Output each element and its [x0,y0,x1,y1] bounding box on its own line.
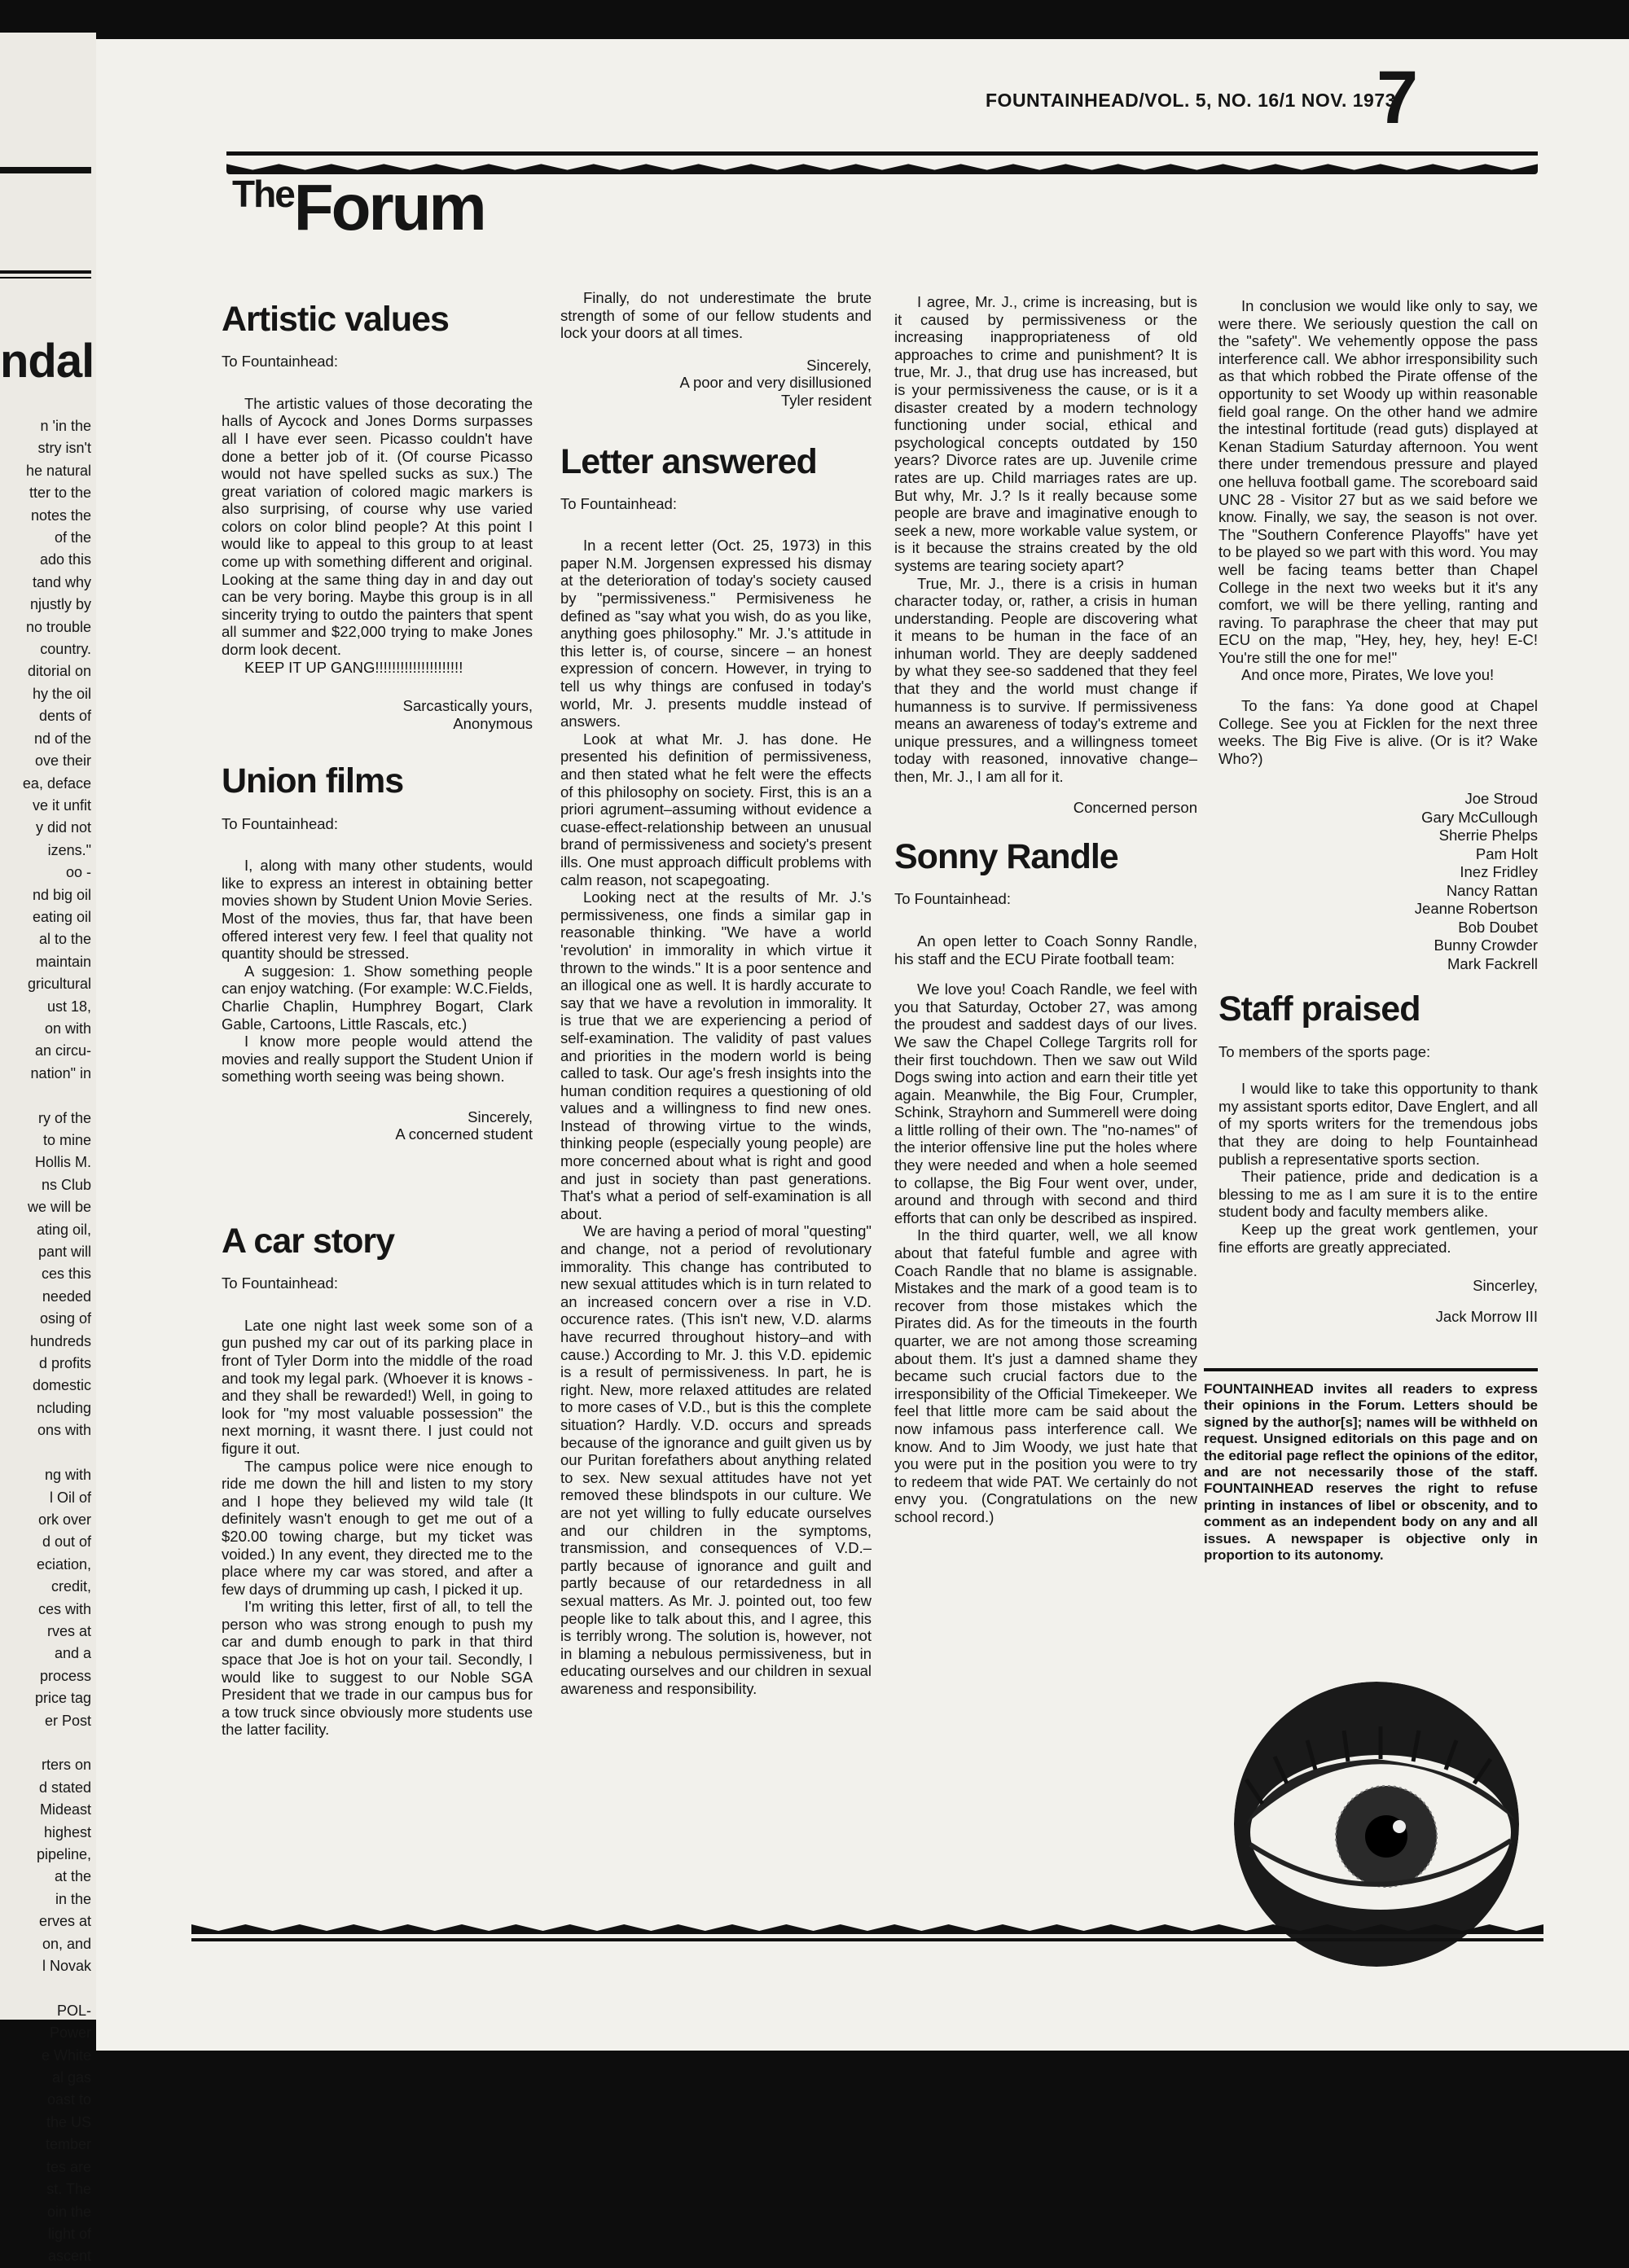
left-page-line: nation" in [30,1064,91,1081]
left-page-line: d stated [38,1779,91,1796]
signer-name: Bunny Crowder [1434,937,1538,954]
left-page-line: ns Club [41,1176,91,1193]
left-page-line: dents of [38,708,91,725]
left-page-line: ascent [47,2248,91,2265]
left-page-line: ado this [39,551,91,568]
left-page-line: pipeline, [36,1846,91,1862]
union-films-salutation: To Fountainhead: [222,814,338,832]
letter-answered-signature: Concerned person [1073,798,1197,816]
left-page-line: of the [54,529,91,546]
letter-answered-paragraph: We are having a period of moral "questing" and change, not a period of revolutionary immorality. This change has contributed to new sexual attitudes which is in turn related to an increased concern over a rise in V.D. occurence rates. (This isn't new, V.D. alarms have recurred throughout history–and with cause.) According to Mr. J. this V.D. epidemic is a result of permissiveness. In part, he is right. New, more relaxed attitudes are related to more cases of V.D., but is this the complete situation? Hardly. V.D. occurs and spreads because of the ignorance and guilt given us by our Puritan forefathers about anything related to sex. New sexual attitudes have not yet removed these blindspots in our culture. We are not yet willing to fully educate ourselves and our children in the symptoms, transmission, and consequences of V.D.–partly because of ignorance and guilt and partly because of our retardedness in all sexual matters. As Mr. J. pointed out, too few people like to talk about this, and I agree, this is terribly wrong. The solution is, however, not in blaming a nebulous permissiveness, but in educating ourselves and our children in sexual awareness and responsibility. [560,1222,872,1697]
artistic-values-paragraph: KEEP IT UP GANG!!!!!!!!!!!!!!!!!!!!! [244,658,463,676]
signer-name: Joe Stroud [1464,790,1538,808]
left-page-line: notes the [30,507,91,524]
left-page-line: stry isn't [37,440,91,457]
left-page-rule [0,270,91,274]
left-page-line: country. [40,641,91,658]
sonny-randle-paragraph: An open letter to Coach Sonny Randle, his staff and the ECU Pirate football team: [894,932,1197,967]
car-story-headline: A car story [222,1222,395,1261]
left-page-line: hy the oil [32,685,91,702]
left-page-line: nd big oil [32,886,91,903]
left-page-rule [0,167,91,173]
left-page-line: POL- [56,2002,91,2019]
staff-praised-paragraph: Keep up the great work gentlemen, your fine efforts are greatly appreciated. [1218,1220,1538,1256]
left-page-line: tand why [32,573,91,590]
left-page-line: to mine [42,1132,91,1148]
staff-praised-salutation: To members of the sports page: [1218,1042,1431,1060]
left-page-rule [0,277,91,279]
left-page-line: tes are [46,2158,91,2175]
letter-answered-paragraph: In a recent letter (Oct. 25, 1973) in this paper N.M. Jorgensen expressed his dismay at the deterioration of today's society caused by "permissiveness." Permisiveness he defined as "say what you wish, do as you like, anything goes philosophy." Mr. J.'s attitude in this letter is, of course, sincere – an honest expression of concern. However, in trying to tell us why things are confused in today's world, Mr. J. presents muddle instead of answers. [560,537,872,730]
column-4 [1218,297,1538,1325]
left-page-line: d profits [38,1355,91,1372]
left-page-line: erves at [38,1913,91,1930]
union-films-signature: A concerned student [395,1125,533,1143]
signer-name: Mark Fackrell [1447,954,1538,972]
left-page-line: on with [44,1020,91,1037]
left-page-line: e White [41,2046,91,2064]
left-page-headline: ndal [0,335,94,388]
union-films-paragraph: I know more people would attend the movies and really support the Student Union if something worth seeing was being shown. [222,1033,533,1086]
signer-name: Inez Fridley [1460,863,1538,881]
signer-name: Sherrie Phelps [1438,827,1538,844]
left-page-line: izens." [47,841,91,858]
left-page-line: l Oil of [49,1489,91,1506]
signer-name: Gary McCullough [1421,808,1538,826]
left-page-line: an circu- [34,1042,91,1059]
left-page-line: hundreds [29,1332,91,1349]
left-page-line [0,1085,91,1107]
sonny-randle-signers [1218,790,1538,973]
staff-praised-signature: Jack Morrow III [1435,1307,1538,1325]
left-page-line: l Novak [42,1958,91,1975]
left-page-line [0,1977,91,1999]
left-page-line: at the [54,1868,91,1885]
left-page-line: ry of the [37,1109,91,1126]
sonny-randle-paragraph: To the fans: Ya done good at Chapel College. See you at Ficklen for the next three weeks. The Big Five is alive. (Or is it? Wake Who?) [1218,697,1538,767]
signer-name: Bob Doubet [1458,918,1538,936]
left-page-line: eciation, [36,1555,91,1573]
signer-name: Jeanne Robertson [1414,900,1538,918]
left-page-line: ust 18, [46,998,91,1015]
left-page-line: al gas [51,2069,91,2086]
left-page-line: domestic [32,1377,91,1394]
car-story-signature-line-2: Tyler resident [780,391,872,409]
union-films-headline: Union films [222,761,404,801]
issue-line: FOUNTAINHEAD/VOL. 5, NO. 16/1 NOV. 1973 [986,90,1396,111]
masthead-the: The [232,173,294,215]
sonny-randle-paragraph: In conclusion we would like only to say, we were there. We seriously question the call on the "safety". We vehemently oppose the pass interference call. We abhor irresponsibility such as that which robbed the Pirate offense of the opportunity to set Woody up within reasonable field goal range. On the other hand we admire the intestinal fortitude (read guts) displayed at Kenan Stadium Saturday afternoon. You went there under tremendous pressure and played one helluva football game. The scoreboard said UNC 28 - Visitor 27 but as we said before we know. Finally, we say, the season is not over. The "Southern Conference Playoffs" have yet to be played so we part with this word. You may well be facing teams better than Chapel College in the next two weeks but it it's any comfort, we will be there yelling, ranting and raving. To paraphrase the cheer that may put ECU on the map, "Hey, hey, hey, hey! E-C! You're still the one for me!" [1218,297,1538,666]
left-page-line: ons with [37,1422,91,1439]
left-page-line: ove their [34,752,91,770]
left-page-line: ng with [44,1467,91,1484]
left-page-line: n 'in the [40,418,91,434]
left-page-line: tember [45,2136,91,2153]
left-page-line [0,1442,91,1464]
letter-answered-headline: Letter answered [560,441,817,481]
left-page-line: rters on [41,1757,91,1774]
left-page-line: Power [49,2025,91,2042]
left-page-line [0,1732,91,1754]
left-page-line: y did not [35,819,91,836]
left-page-line: er Post [44,1712,91,1729]
bottom-rule [191,1938,1543,1941]
left-page-line: Hollis M. [34,1154,91,1171]
left-page-text [0,415,91,2268]
left-page-line: al to the [38,931,91,948]
left-page-line: ea, deface [22,774,91,792]
union-films-paragraph: I, along with many other students, would like to express an interest in obtaining better movies shown by Student Union Movie Series. Most of the movies, thus far, that have been offered interest very few. I feel that quality not quantity should be stressed. [222,857,533,963]
car-story-signature-line-1: A poor and very disillusioned [679,374,872,392]
sonny-randle-paragraph: We love you! Coach Randle, we feel with you that Saturday, October 27, was among the proudest and saddest days of our lives. We saw the Chapel College Targrits roll for their first touchdown. Then we saw out Wild Dogs swing into action and earn their title yet again. Meanwhile, the Big Four, Crumpler, Schink, Strayhorn and Summerell were doing a little rolling of their own. The "no-names" of the interior offensive line put the holes where they were needed and when a hole seemed to collapse, the Big Four went over, under, around and through with second and third efforts that can only be described as inspired. [894,980,1197,1226]
top-rule [226,151,1538,156]
left-page-line: d out of [42,1533,91,1551]
artistic-values-headline: Artistic values [222,300,449,339]
letter-answered-paragraph: Looking nect at the results of Mr. J.'s permissiveness, one finds a similar gap in reasonable thinking. "We have a world 'revolution' in immorality in which virtue it thrown to the winds." It is a poor sentence and an illogical one as well. It is hardly accurate to say that we have a revolution in immorality. It is true that we are experiencing a period of self-examination. The validity of past values and priorities in the modern world is being called to task. Our age's fresh insights into the human condition requires a questioning of old values and a willingness to find new ones. Instead of throwing virtue to the winds, thinking people (especially young people) are more concerned about what is right and good and just in society than past generations. That's what a period of self-examination is all about. [560,888,872,1222]
car-story-paragraph: Finally, do not underestimate the brute strength of some of our fellow students and lock your doors at all times. [560,289,872,342]
left-page-line: credit, [50,1578,91,1595]
sonny-randle-salutation: To Fountainhead: [894,890,1011,908]
staff-praised-paragraph: I would like to take this opportunity to thank my assistant sports editor, Dave Englert, and all of my sports writers for the tremendous jobs that they are doing to help Fountainhead publish a representative sports section. [1218,1080,1538,1168]
page-number: 7 [1377,56,1419,139]
left-page-line: pant will [37,1244,91,1261]
eye-highlight [1393,1820,1406,1833]
left-page-line: maintain [35,953,91,970]
masthead-forum: Forum [293,171,485,243]
left-page-line: he natural [25,462,91,479]
letter-answered-salutation: To Fountainhead: [560,494,677,512]
forum-masthead [232,171,485,243]
left-page-line: osing of [39,1310,91,1327]
left-page-line: no trouble [25,618,91,635]
left-page-line: nd of the [33,730,91,747]
artistic-values-salutation: To Fountainhead: [222,353,338,371]
letter-answered-paragraph: I agree, Mr. J., crime is increasing, but is it caused by permissiveness or the increasing inappropriateness of old approaches to crime and punishment? It is true, Mr. J., that drug use has increased, but is your permissiveness the cause, or is it a disaster created by a modern technology functioning under social, ethical and psychological concepts outdated by 150 years? Divorce rates are up. Juvenile crime rates are up. Child marriages rates are up. But why, Mr. J.? Is it really because some people are brave and imaginative enough to seek a new, more workable value system, or is it because the strains created by the old systems are tearing society apart? [894,293,1197,574]
artistic-values-signature: Anonymous [453,714,533,732]
left-page-line: ncluding [36,1399,91,1416]
left-page-line: needed [42,1288,91,1305]
union-films-paragraph: A suggesion: 1. Show something people can enjoy watching. (For example: W.C.Fields, Charlie Chaplin, Humphrey Bogart, Clark Gable, Cartoons, Little Rascals, etc.) [222,962,533,1033]
signer-name: Pam Holt [1475,844,1538,862]
left-page-line: light of [47,2225,91,2242]
car-story-paragraph: I'm writing this letter, first of all, to tell the person who was strong enough to push my car and dumb enough to park in that third space that Joe is hot on your tail. Secondly, I would like to suggest to our Noble SGA President that we trade in our campus bus for a tow truck since obviously more students use the latter facility. [222,1598,533,1739]
column-2 [560,289,872,1697]
left-page-line: eating oil [32,908,91,925]
left-page-line: rves at [46,1622,91,1639]
left-page-line: in the [55,1890,91,1907]
left-page-line: price tag [34,1690,91,1707]
letter-answered-paragraph: Look at what Mr. J. has done. He presented his definition of permissiveness, and then stated what he felt were the effects of this philosophy on society. First, this is an a priori agrument–assuming without evidence a cuase-effect-relationship between an unusual brand of permissiveness and society's present ills. One must approach difficult problems with calm reason, not scapegoating. [560,730,872,888]
artistic-values-paragraph: The artistic values of those decorating the halls of Aycock and Jones Dorms surpasses all I have ever seen. Picasso couldn't have done a better job of it. (Of course Picasso would not have spelled sucks as sux.) The great variation of colored magic markers is also surprising, of course why use varied colors on color blind people? At this point I would like to appeal to this group to at least come up with something different and original. Looking at the same thing day in and day out can be very boring. Maybe this group is in all sincerity trying to outdo the painters that spent all summer and $22,000 trying to make Jones dorm look decent. [222,394,533,659]
left-page-line: ve it unfit [32,796,91,814]
left-page-line: st. The [46,2181,91,2198]
union-films-closing: Sincerely, [468,1108,533,1125]
left-page-line: tter to the [29,485,91,502]
letter-answered-paragraph: True, Mr. J., there is a crisis in human character today, or, rather, a crisis in human understanding. People are discovering what it means to be human in the face of an inhuman world. They are deeply saddened by what they see-so saddened that they feel that they and the world must change if humanness is to survive. If permissiveness means an awareness of today's extreme and unique pressures, and a willingness tomeet today with reasoned, innovative change–then, Mr. J., I am all for it. [894,574,1197,786]
left-page-line: the US [46,2113,91,2130]
car-story-salutation: To Fountainhead: [222,1274,338,1292]
left-page-line: process [39,1667,91,1684]
left-page-line: oo - [65,864,91,881]
column-1 [222,301,533,1739]
car-story-closing: Sincerely, [806,356,872,374]
car-story-paragraph: The campus police were nice enough to ride me down the hill and listen to my story and I hope they believed my wild tale (It definitely wasn't enough to get me out of a $20.00 towing charge, but my ticket was voided.) In any event, they directed me to the place where my car was stored, and after a few days of drumming up cash, I picked it up. [222,1457,533,1598]
staff-praised-paragraph: Their patience, pride and dedication is a blessing to me as I am sure it is to the entire student body and faculty members alike. [1218,1168,1538,1221]
left-page-line: highest [43,1823,91,1840]
left-page-line: ating oil, [36,1221,91,1238]
left-page-line: ditorial on [27,663,91,680]
sonny-randle-paragraph: And once more, Pirates, We love you! [1241,666,1495,684]
staff-praised-headline: Staff praised [1218,989,1420,1029]
left-page-line: we will be [27,1199,91,1216]
forum-policy-notice: FOUNTAINHEAD invites all readers to express their opinions in the Forum. Letters should be signed by the author[s]; names will be withheld on request. Unsigned editorials on this page and on the editorial page reflect the opinions of the editor, and are not necessarily those of the staff. FOUNTAINHEAD reserves the right to refuse printing in instances of libel or obscenity, and to comment as an independent body on any and all issues. A newspaper is objective only in proportion to its autonomy. [1204,1368,1538,1564]
artistic-values-closing: Sarcastically yours, [402,697,533,715]
column-3 [894,293,1197,1526]
left-page-line: and a [54,1645,91,1662]
left-page-line: oin the [46,2203,91,2220]
sonny-randle-headline: Sonny Randle [894,837,1118,877]
left-page-line: njustly by [29,596,91,613]
left-page-line: on, and [42,1935,91,1952]
left-page-line: oast to [46,2091,91,2108]
left-page-line: ork over [37,1511,91,1528]
left-page-line: gricultural [27,976,91,993]
eye-illustration [1214,1682,1539,1918]
left-page-line: ces this [41,1266,91,1283]
car-story-paragraph: Late one night last week some son of a gun pushed my car out of its parking place in front of Tyler Dorm into the middle of the road and took my legal park. (Whoever it is knows - and they shall be rewarded!) Well, in going to look for "my most valuable possession" the next morning, it wasnt there. I just could not figure it out. [222,1316,533,1457]
sonny-randle-paragraph: In the third quarter, well, we all know about that fateful fumble and agree with Coach Randle that no blame is assignable. Mistakes and the mark of a good team is to recover from those mistakes which the Pirates did. As for the timeouts in the fourth quarter, we are not among those screaming about them. It's just a damned shame they became such crucial factors due to the irresponsibility of the Official Timekeeper. We feel that little more cam be said about the now infamous pass interference call. We know. And to Jim Woody, we just hate that you were put in the position you were to try to redeem that wide PAT. We certainly do not envy you. (Congratulations on the new school record.) [894,1226,1197,1525]
left-page-line: Mideast [39,1801,91,1818]
staff-praised-closing: Sincerley, [1473,1277,1538,1295]
signer-name: Nancy Rattan [1446,881,1538,899]
left-page-fragment [0,33,96,2265]
left-page-line: ces with [37,1600,91,1617]
